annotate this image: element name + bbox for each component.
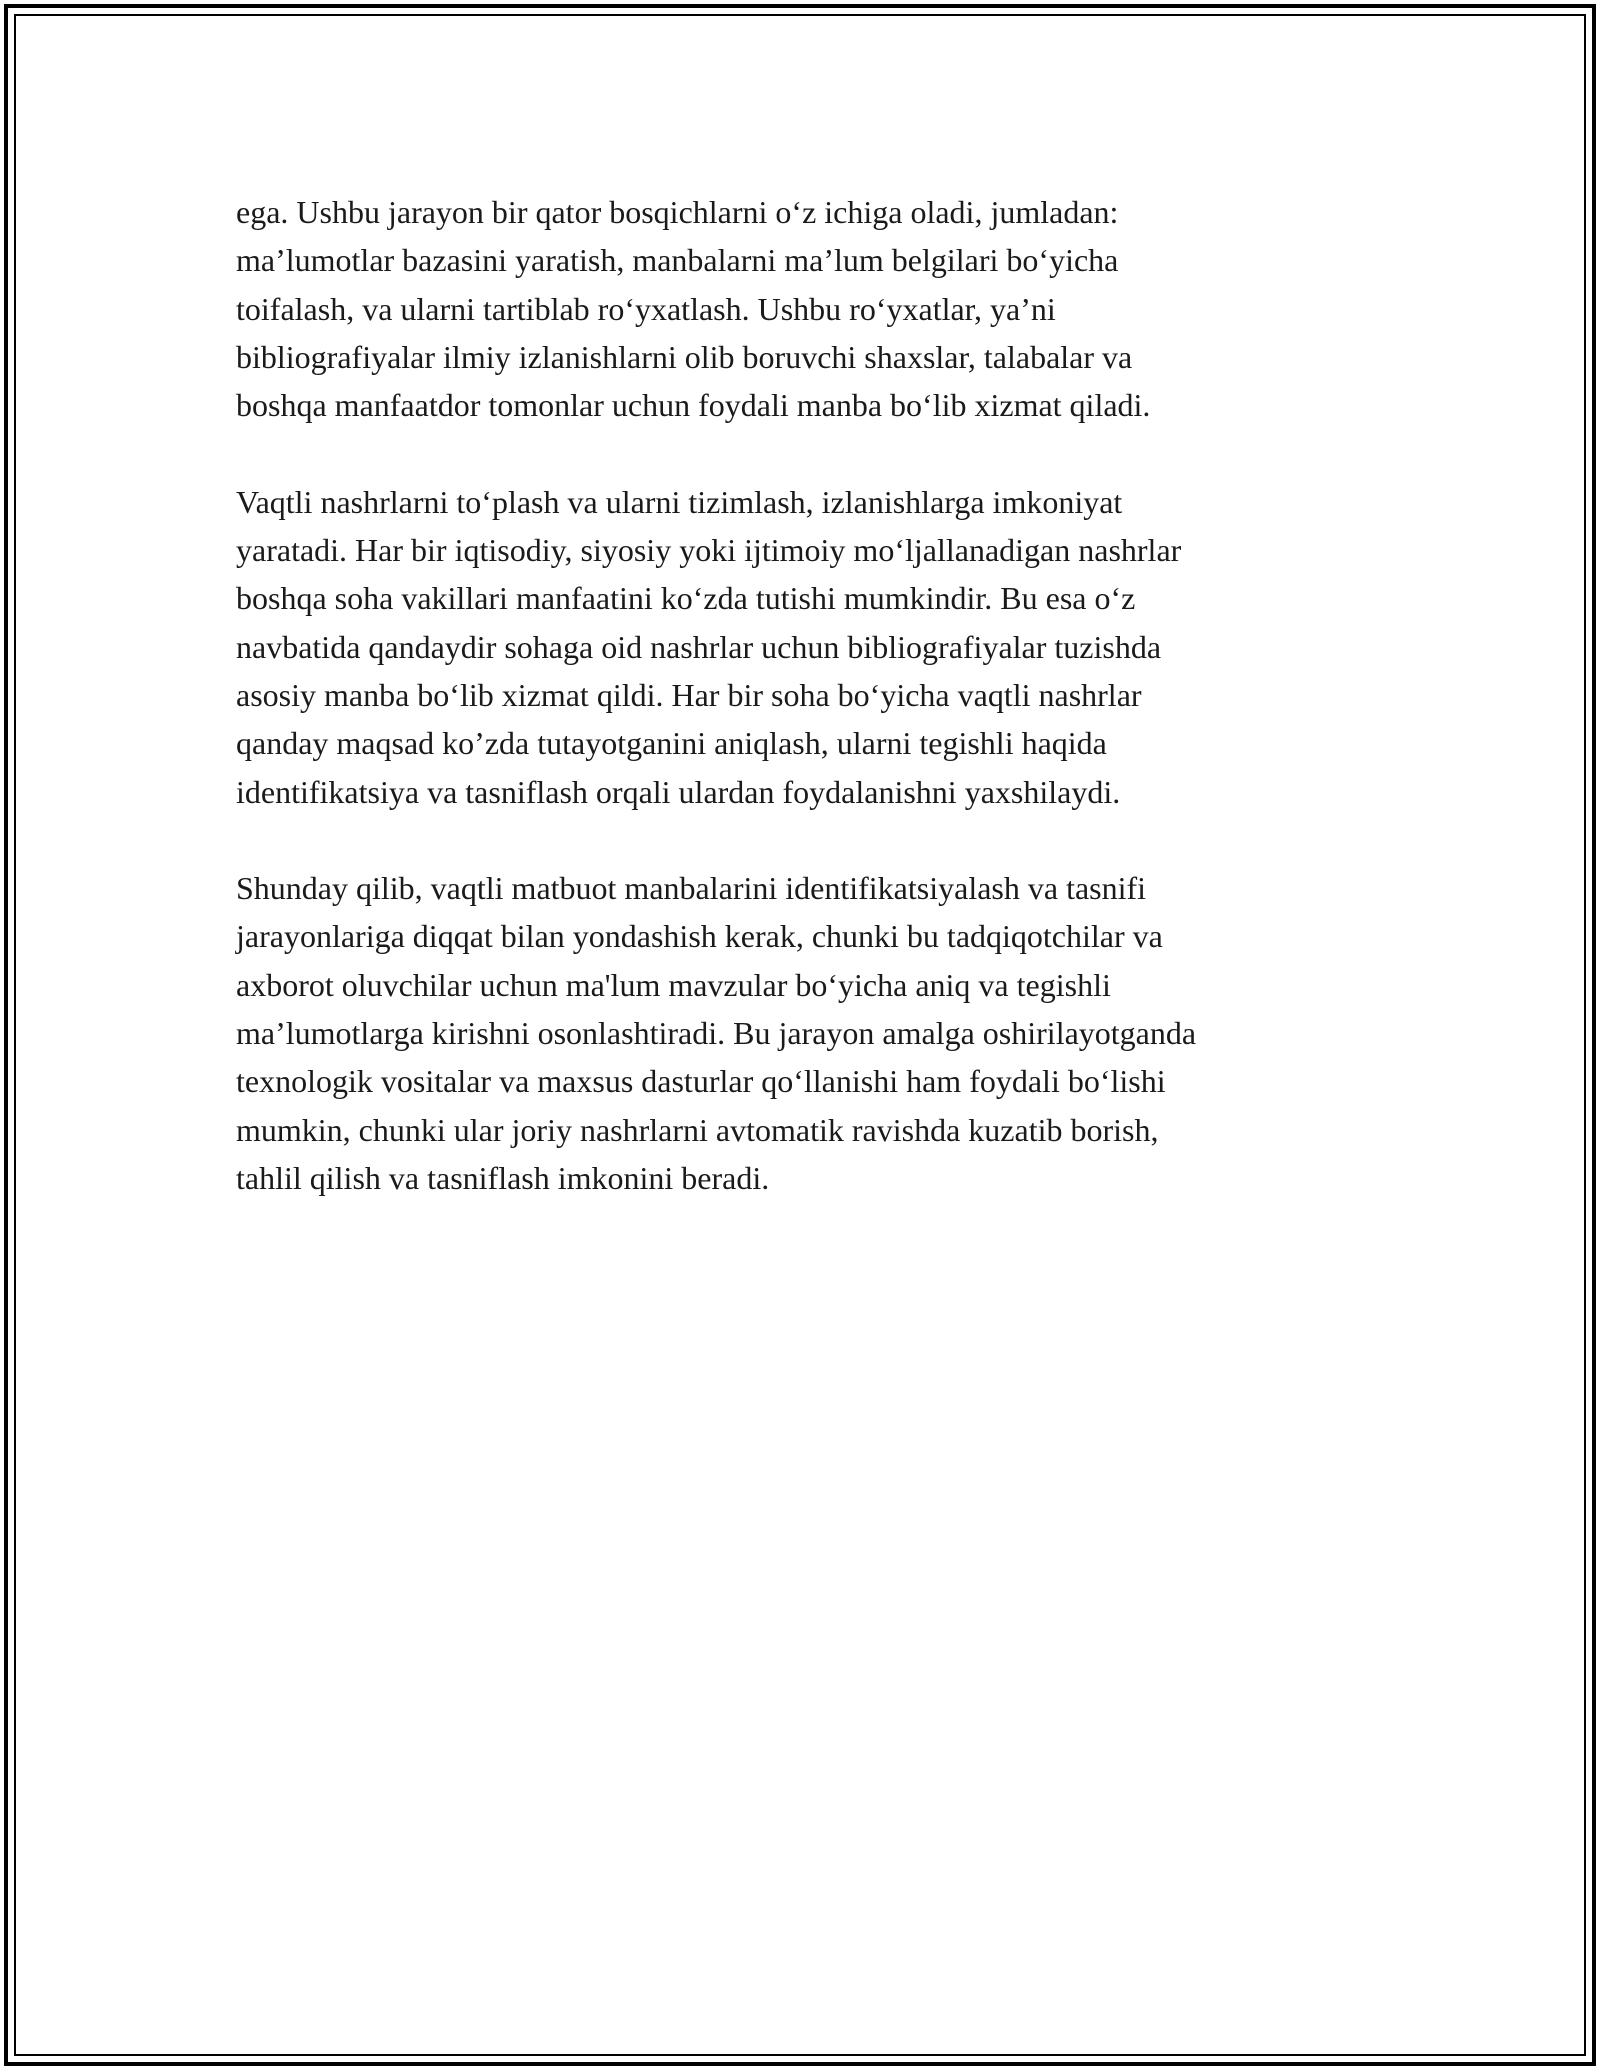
paragraph-3: Shunday qilib, vaqtli matbuot manbalarini identifikatsiyalash va tasnifi jarayonlariga diqqat bilan yondashish kerak, chunki bu tadqiqotchilar va axborot oluvchilar uchun ma'lum mavzular bo‘yicha aniq va tegishli ma’lumotlarga kirishni osonlashtiradi. Bu jarayon amalga oshirilayotganda texnologik vositalar va maxsus dasturlar qo‘llanishi ham foydali bo‘lishi mumkin, chunki ular joriy nashrlarni avtomatik ravishda kuzatib borish, tahlil qilish va tasniflash imkonini beradi.	[236, 870, 1197, 1196]
paragraph-1: ega. Ushbu jarayon bir qator bosqichlarni o‘z ichiga oladi, jumladan: ma’lumotlar bazasini yaratish, manbalarni ma’lum belgilari bo‘yicha toifalash, va ularni tartiblab ro‘yxatlash. Ushbu ro‘yxatlar, ya’ni bibliografiyalar ilmiy izlanishlarni olib boruvchi shaxslar, talabalar va boshqa manfaatdor tomonlar uchun foydali manba bo‘lib xizmat qiladi.	[236, 194, 1151, 424]
document-body	[236, 188, 1366, 1202]
paragraph-2: Vaqtli nashrlarni to‘plash va ularni tizimlash, izlanishlarga imkoniyat yaratadi. Har bir iqtisodiy, siyosiy yoki ijtimoiy mo‘ljallanadigan nashrlar boshqa soha vakillari manfaatini ko‘zda tutishi mumkindir. Bu esa o‘z navbatida qandaydir sohaga oid nashrlar uchun bibliografiyalar tuzishda asosiy manba bo‘lib xizmat qildi. Har bir soha bo‘yicha vaqtli nashrlar qanday maqsad ko’zda tutayotganini aniqlash, ularni tegishli haqida identifikatsiya va tasniflash orqali ulardan foydalanishni yaxshilaydi.	[236, 483, 1182, 810]
